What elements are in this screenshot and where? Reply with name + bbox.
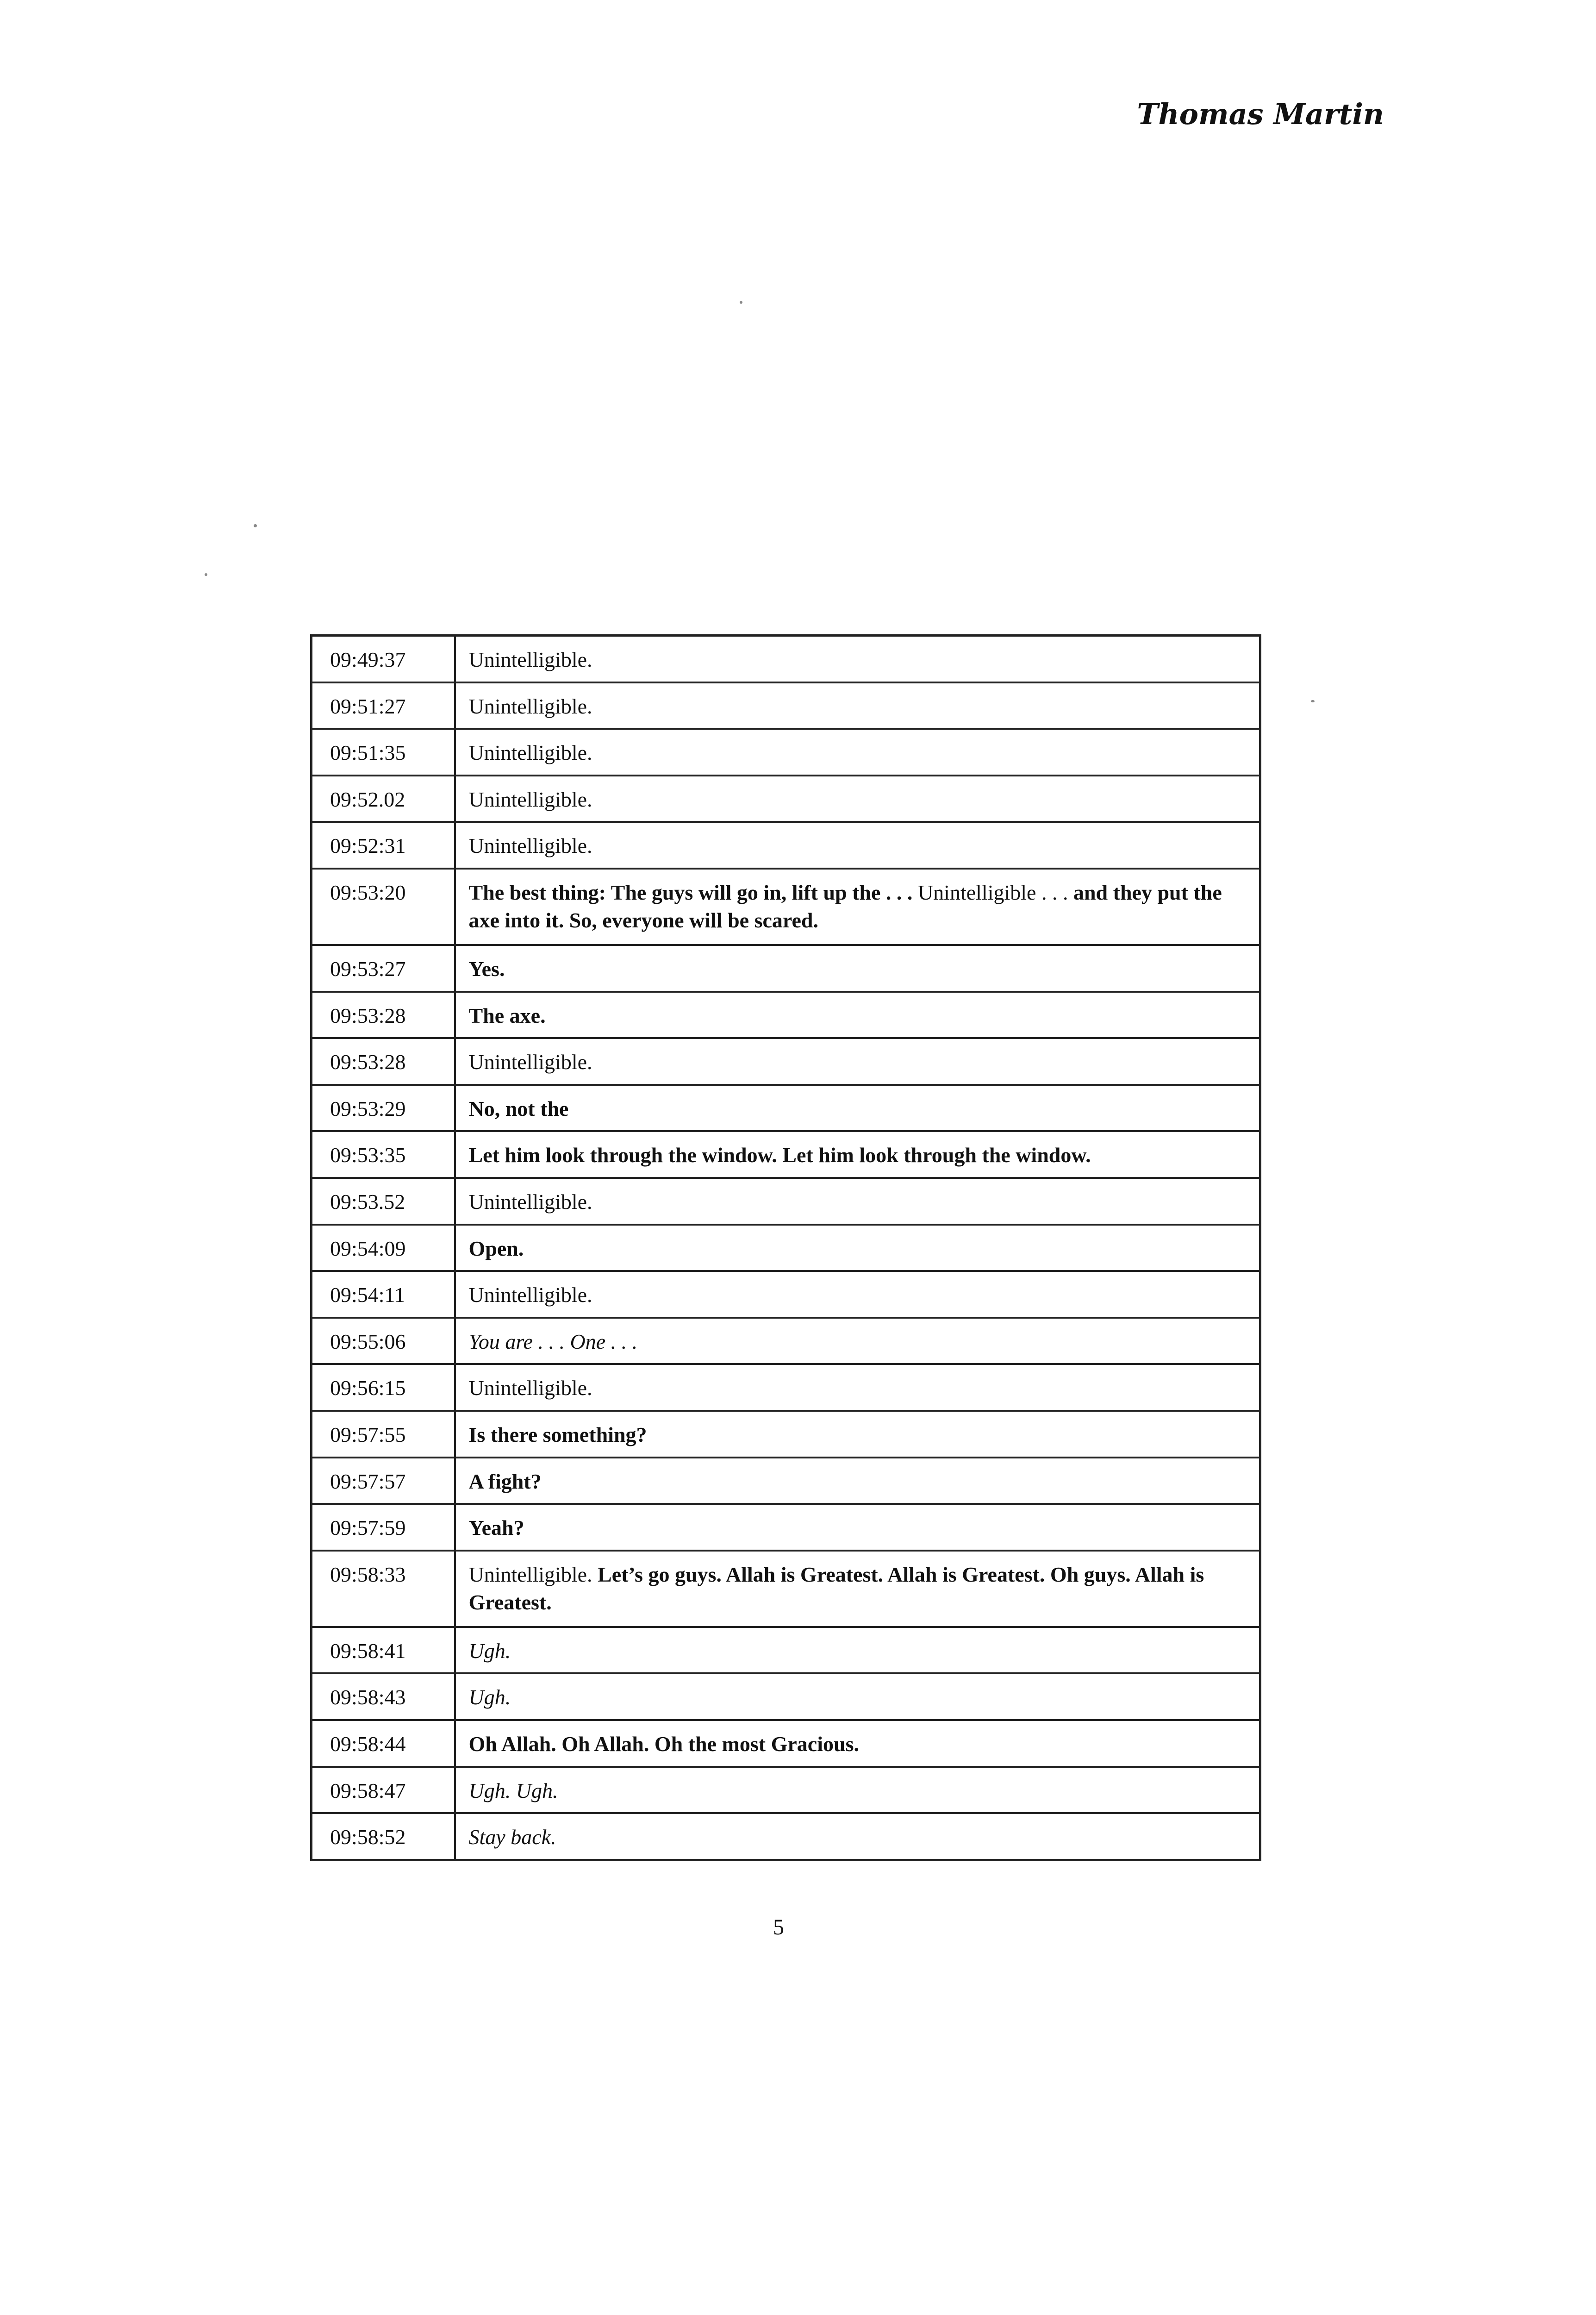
timestamp-cell: 09:52:31	[312, 822, 455, 869]
transcript-row	[312, 1085, 1260, 1132]
utterance-text: The axe.	[468, 1003, 546, 1027]
transcript-row	[312, 776, 1260, 822]
timestamp-cell: 09:58:33	[312, 1551, 455, 1627]
utterance-cell	[455, 869, 1260, 945]
transcript-row	[312, 945, 1260, 992]
utterance-text: Unintelligible.	[468, 1050, 592, 1074]
transcript-body	[312, 636, 1260, 1860]
utterance-cell	[455, 682, 1260, 729]
utterance-text: Ugh.	[468, 1685, 511, 1709]
utterance-cell	[455, 1767, 1260, 1814]
transcript-table	[310, 634, 1261, 1861]
timestamp-cell: 09:53:35	[312, 1131, 455, 1178]
scan-speck	[740, 301, 742, 304]
running-head-author: Thomas Martin	[1137, 97, 1384, 131]
scan-speck	[205, 573, 207, 576]
timestamp-cell: 09:53:20	[312, 869, 455, 945]
timestamp-cell: 09:53.52	[312, 1178, 455, 1225]
timestamp-cell: 09:52.02	[312, 776, 455, 822]
utterance-cell	[455, 1458, 1260, 1504]
scan-speck	[254, 524, 257, 527]
timestamp-cell: 09:58:44	[312, 1720, 455, 1767]
utterance-text: Unintelligible.	[468, 741, 592, 765]
transcript-row	[312, 1364, 1260, 1411]
transcript-row	[312, 1813, 1260, 1860]
utterance-text: The best thing: The guys will go in, lift up the . . .	[468, 881, 918, 905]
utterance-text: No, not the	[468, 1096, 569, 1120]
utterance-text: Stay back.	[468, 1825, 556, 1849]
transcript-row	[312, 1038, 1260, 1085]
timestamp-cell: 09:53:28	[312, 992, 455, 1039]
utterance-cell	[455, 992, 1260, 1039]
utterance-text: A fight?	[468, 1469, 542, 1493]
utterance-cell	[455, 822, 1260, 869]
transcript-row	[312, 1673, 1260, 1720]
transcript-row	[312, 1720, 1260, 1767]
utterance-cell	[455, 1813, 1260, 1860]
utterance-cell	[455, 729, 1260, 776]
source-page-number: 5	[773, 1915, 784, 1940]
transcript-row	[312, 1131, 1260, 1178]
utterance-cell	[455, 1225, 1260, 1271]
utterance-text: Let’s go guys. Allah is Greatest. Allah is Greatest. Oh guys. Allah is Greatest.	[468, 1562, 1204, 1614]
transcript-row	[312, 822, 1260, 869]
timestamp-cell: 09:56:15	[312, 1364, 455, 1411]
transcript-row	[312, 1458, 1260, 1504]
utterance-text: Unintelligible.	[468, 834, 592, 858]
transcript-row	[312, 1504, 1260, 1551]
transcript-row	[312, 636, 1260, 682]
timestamp-cell: 09:49:37	[312, 636, 455, 682]
timestamp-cell: 09:57:59	[312, 1504, 455, 1551]
timestamp-cell: 09:53:27	[312, 945, 455, 992]
utterance-text: Open.	[468, 1236, 524, 1260]
utterance-text: Let him look through the window. Let him look through the window.	[468, 1143, 1091, 1167]
utterance-cell	[455, 1038, 1260, 1085]
utterance-text: You are . . . One . . .	[468, 1329, 638, 1353]
timestamp-cell: 09:57:57	[312, 1458, 455, 1504]
transcript-row	[312, 1225, 1260, 1271]
utterance-cell	[455, 1318, 1260, 1364]
transcript-row	[312, 1271, 1260, 1318]
utterance-text: Oh Allah. Oh Allah. Oh the most Gracious.	[468, 1732, 859, 1756]
utterance-text: Is there something?	[468, 1423, 647, 1447]
transcript-row	[312, 869, 1260, 945]
utterance-cell	[455, 1551, 1260, 1627]
scan-speck	[1311, 700, 1315, 702]
utterance-cell	[455, 776, 1260, 822]
utterance-cell	[455, 1085, 1260, 1132]
timestamp-cell: 09:58:43	[312, 1673, 455, 1720]
utterance-text: Unintelligible.	[468, 787, 592, 811]
utterance-text: Yeah?	[468, 1516, 524, 1540]
transcript-row	[312, 992, 1260, 1039]
utterance-text: Unintelligible . . .	[917, 881, 1073, 905]
utterance-text: Unintelligible.	[468, 1376, 592, 1400]
utterance-cell	[455, 1131, 1260, 1178]
timestamp-cell: 09:54:09	[312, 1225, 455, 1271]
timestamp-cell: 09:55:06	[312, 1318, 455, 1364]
utterance-cell	[455, 1720, 1260, 1767]
timestamp-cell: 09:58:41	[312, 1627, 455, 1674]
transcript-row	[312, 1178, 1260, 1225]
transcript-row	[312, 1627, 1260, 1674]
utterance-cell	[455, 1364, 1260, 1411]
transcript-row	[312, 682, 1260, 729]
transcript-row	[312, 1411, 1260, 1458]
timestamp-cell: 09:58:52	[312, 1813, 455, 1860]
utterance-text: Unintelligible.	[468, 1562, 598, 1586]
utterance-text: Unintelligible.	[468, 1283, 592, 1307]
utterance-text: Ugh.	[468, 1639, 511, 1663]
transcript-row	[312, 1318, 1260, 1364]
timestamp-cell: 09:54:11	[312, 1271, 455, 1318]
timestamp-cell: 09:51:27	[312, 682, 455, 729]
utterance-cell	[455, 1178, 1260, 1225]
utterance-text: Unintelligible.	[468, 694, 592, 718]
utterance-text: Unintelligible.	[468, 648, 592, 671]
utterance-cell	[455, 1504, 1260, 1551]
timestamp-cell: 09:53:28	[312, 1038, 455, 1085]
transcript-row	[312, 729, 1260, 776]
utterance-cell	[455, 945, 1260, 992]
timestamp-cell: 09:58:47	[312, 1767, 455, 1814]
utterance-text: Unintelligible.	[468, 1189, 592, 1214]
utterance-cell	[455, 1411, 1260, 1458]
transcript-row	[312, 1551, 1260, 1627]
utterance-cell	[455, 1271, 1260, 1318]
utterance-cell	[455, 1673, 1260, 1720]
timestamp-cell: 09:51:35	[312, 729, 455, 776]
utterance-text: and they put the axe into it. So, everyone will be scared.	[468, 881, 1222, 932]
utterance-cell	[455, 636, 1260, 682]
utterance-cell	[455, 1627, 1260, 1674]
timestamp-cell: 09:57:55	[312, 1411, 455, 1458]
utterance-text: Yes.	[468, 957, 505, 981]
transcript-row	[312, 1767, 1260, 1814]
timestamp-cell: 09:53:29	[312, 1085, 455, 1132]
utterance-text: Ugh. Ugh.	[468, 1778, 558, 1802]
